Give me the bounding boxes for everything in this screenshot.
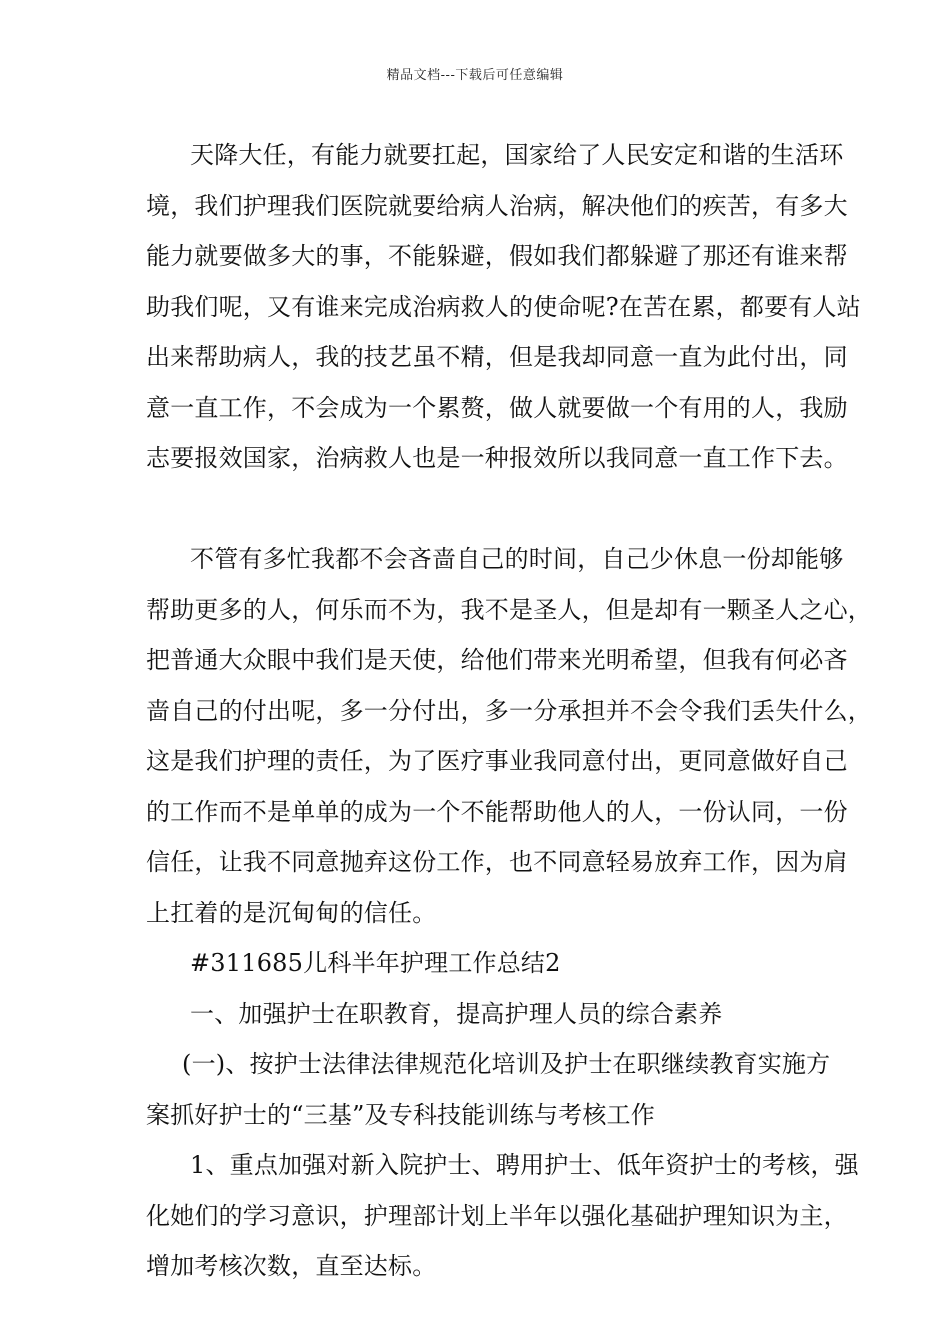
paragraph-1 bbox=[146, 130, 861, 484]
page-header: 精品文档---下载后可任意编辑 bbox=[386, 68, 564, 83]
text-line: 啬自己的付出呢，多一分付出，多一分承担并不会令我们丢失什么， bbox=[146, 696, 872, 725]
text-line: 不管有多忙我都不会吝啬自己的时间，自己少休息一份却能够 bbox=[190, 545, 844, 573]
text-line: 能力就要做多大的事，不能躲避，假如我们都躲避了那还有谁来帮 bbox=[146, 242, 848, 270]
text-line: 这是我们护理的责任，为了医疗事业我同意付出，更同意做好自己 bbox=[146, 747, 848, 775]
document-body bbox=[146, 130, 872, 1292]
text-line: 增加考核次数，直至达标。 bbox=[146, 1252, 437, 1280]
blank-line bbox=[146, 484, 826, 535]
text-line: 的工作而不是单单的成为一个不能帮助他人的人，一份认同，一份 bbox=[146, 797, 848, 826]
text-line: 助我们呢，又有谁来完成治病救人的使命呢?在苦在累，都要有人站 bbox=[146, 292, 861, 321]
list-item-1 bbox=[146, 1140, 859, 1292]
text-line: 化她们的学习意识，护理部计划上半年以强化基础护理知识为主， bbox=[146, 1201, 848, 1230]
paragraph-2 bbox=[146, 534, 872, 938]
text-line: 把普通大众眼中我们是天使，给他们带来光明希望，但我有何必吝 bbox=[146, 646, 848, 674]
text-line: 志要报效国家，治病救人也是一种报效所以我同意一直工作下去。 bbox=[146, 444, 848, 472]
text-line: 信任，让我不同意抛弃这份工作，也不同意轻易放弃工作，因为肩 bbox=[146, 848, 848, 876]
text-line: 1、重点加强对新入院护士、聘用护士、低年资护士的考核，强 bbox=[190, 1151, 859, 1179]
text-line: 帮助更多的人，何乐而不为，我不是圣人，但是却有一颗圣人之心， bbox=[146, 595, 872, 624]
text-line: (一)、按护士法律法律规范化培训及护士在职继续教育实施方 bbox=[182, 1050, 831, 1078]
heading-1: 一、加强护士在职教育，提高护理人员的综合素养 bbox=[190, 999, 723, 1028]
text-line: 境，我们护理我们医院就要给病人治病，解决他们的疾苦，有多大 bbox=[146, 191, 848, 220]
section-title: #311685儿科半年护理工作总结2 bbox=[190, 949, 561, 977]
text-line: 意一直工作，不会成为一个累赘，做人就要做一个有用的人，我励 bbox=[146, 393, 848, 422]
text-line: 出来帮助病人，我的技艺虽不精，但是我却同意一直为此付出，同 bbox=[146, 343, 848, 371]
text-line: 上扛着的是沉甸甸的信任。 bbox=[146, 898, 437, 927]
text-line: 天降大任，有能力就要扛起，国家给了人民安定和谐的生活环 bbox=[190, 141, 844, 169]
text-line: 案抓好护士的“三基”及专科技能训练与考核工作 bbox=[146, 1100, 655, 1129]
sub-heading bbox=[146, 1039, 831, 1140]
